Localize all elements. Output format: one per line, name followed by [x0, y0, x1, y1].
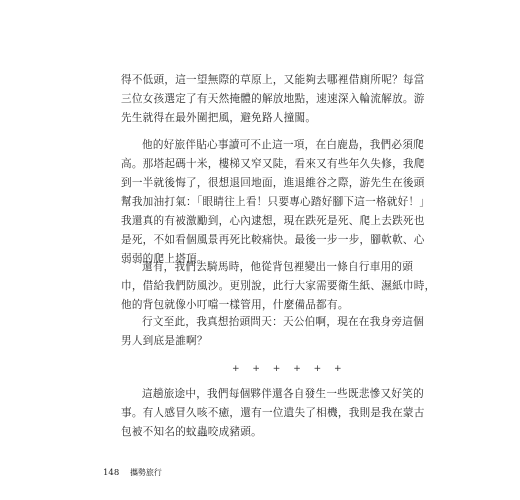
text-line: 包被不知名的蚊蟲咬成豬頭。 [121, 426, 262, 438]
paragraph-3 [121, 258, 436, 315]
text-line: 這趟旅途中，我們每個夥伴還各自發生一些既悲慘又好笑的 [142, 388, 424, 400]
paragraph-4 [121, 313, 424, 351]
body-text-para4 [121, 313, 424, 351]
paragraph-5 [121, 385, 425, 442]
body-text-para5 [121, 385, 425, 442]
book-title: 攜勢旅行 [129, 468, 162, 477]
paragraph-1 [121, 71, 425, 128]
text-line: 他的好旅伴貼心事讀可不止這一項，在白鹿島，我們必須爬 [142, 139, 424, 151]
text-line: 先生就得在最外圍把風，避免路人撞闖。 [121, 112, 317, 124]
text-line: 行文至此，我真想抬頭問天：天公伯啊，現在在我身旁這個 [142, 316, 424, 328]
text-line: 男人到底是誰啊？ [121, 335, 208, 347]
body-text-para3 [121, 258, 436, 315]
paragraph-2 [121, 136, 431, 269]
text-line: 事。有人感冒久咳不癒，還有一位遺失了相機，我則是我在蒙古 [121, 407, 425, 419]
text-line: 我還真的有被激勵到，心內逮想，現在跌死是死、爬上去跌死也 [121, 215, 425, 227]
page-number: 148 [103, 468, 120, 478]
body-text-para2 [121, 136, 431, 269]
text-line: 高。那塔起碼十米，樓梯又窄又陡，看來又有些年久失修，我爬 [121, 158, 425, 170]
page-footer [103, 467, 162, 478]
text-line: 是死，不如看個風景再死比較痛快。最後一步一步，腳軟軟、心 [121, 234, 425, 246]
text-line: 還有，我們去騎馬時，他從背包裡變出一條自行車用的頭 [142, 261, 414, 273]
text-line: 巾，借給我們防風沙。更別說，此行大家需要衛生紙、濕紙巾時， [121, 280, 436, 292]
body-text-top [121, 71, 425, 128]
text-line: 三位女孩選定了有天然掩體的解放地點，速速深入輪流解放。游 [121, 93, 425, 105]
text-line: 弱弱的爬上塔頂。 [121, 253, 208, 265]
text-line: 得不低頭，這一望無際的草原上，又能夠去哪裡借廁所呢？每當 [121, 74, 425, 86]
section-separator: + + + + + + [232, 364, 347, 374]
text-line: 他的背包就像小叮噹一樣管用，什麼備品都有。 [121, 299, 349, 311]
text-line: 幫我加油打氣：「眼睛往上看！只要專心踏好腳下這一格就好！」 [121, 196, 431, 208]
text-line: 到一半就後悔了，很想退回地面，進退維谷之際，游先生在後頭 [121, 177, 425, 189]
